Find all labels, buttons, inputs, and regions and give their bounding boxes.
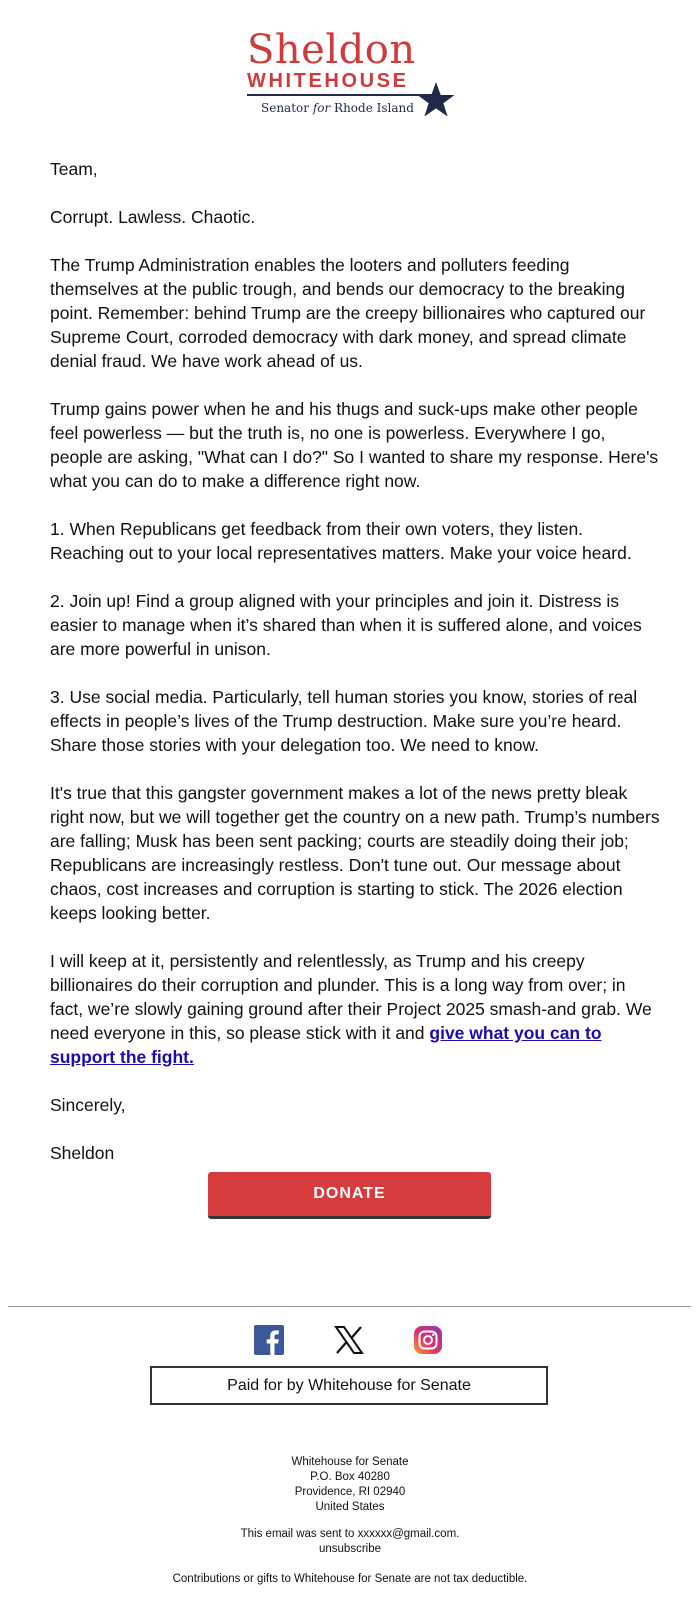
paragraph: Trump gains power when he and his thugs and suck-ups make other people feel powerless — but the truth is, no one is powerless. Everywhere I go, people are asking, "What can I do?" So I wanted to share my response. Here's what you can do to make a difference right now. [50, 399, 659, 491]
instagram-icon[interactable] [412, 1324, 444, 1356]
unsubscribe-link[interactable]: unsubscribe [318, 1543, 381, 1555]
address-line: Whitehouse for Senate [291, 1456, 409, 1468]
tagline: Corrupt. Lawless. Chaotic. [50, 207, 256, 227]
x-icon[interactable] [333, 1324, 365, 1356]
logo-surname: WHITEHOUSE [247, 70, 409, 92]
logo-tagline: Senator for Rhode Island [261, 101, 414, 115]
campaign-logo [0, 28, 700, 120]
donate-link[interactable]: give what you can to support the fight. [50, 1023, 602, 1067]
sent-to-text: This email was sent to xxxxxx@gmail.com. [240, 1528, 460, 1540]
mailing-address [0, 1455, 700, 1515]
footer-divider [8, 1306, 691, 1307]
paragraph: It's true that this gangster government makes a lot of the news pretty bleak right now, but we will together get the country on a new path. Trump’s numbers are falling; Musk has been sent packing; courts are steadily doing their job; Republicans are increasingly restless. Don't tune out. Our message about chaos, cost increases and corruption is starting to stick. The 2026 election keeps looking better. [50, 783, 660, 923]
donate-button[interactable]: DONATE [208, 1172, 491, 1219]
address-line: P.O. Box 40280 [310, 1471, 390, 1483]
facebook-icon[interactable] [253, 1324, 285, 1356]
logo-name: Sheldon [247, 27, 416, 73]
closing-paragraph [50, 949, 660, 1069]
tax-disclaimer: Contributions or gifts to Whitehouse for Senate are not tax deductible. [172, 1573, 528, 1585]
greeting: Team, [50, 159, 98, 179]
paragraph: 1. When Republicans get feedback from their own voters, they listen. Reaching out to your local representatives matters. Make your voice heard. [50, 519, 632, 563]
closing-text: I will keep at it, persistently and relentlessly, as Trump and his creepy billionaires do their corruption and plunder. This is a long way from over; in fact, we’re slowly gaining ground after their Project 2025 smash-and grab. We need everyone in this, so please stick with it and [50, 951, 652, 1043]
paid-for-disclaimer: Paid for by Whitehouse for Senate [150, 1366, 548, 1405]
address-line: Providence, RI 02940 [294, 1486, 406, 1498]
star-icon [416, 80, 456, 120]
signoff: Sincerely, [50, 1095, 126, 1115]
email-notice [0, 1527, 700, 1557]
letter-body [50, 157, 660, 1165]
logo-underline [247, 94, 434, 96]
signature: Sheldon [50, 1143, 115, 1163]
paragraph: 2. Join up! Find a group aligned with your principles and join it. Distress is easier to manage when it’s shared than when it is suffered alone, and voices are more powerful in unison. [50, 591, 642, 659]
paragraph: The Trump Administration enables the looters and polluters feeding themselves at the public trough, and bends our democracy to the breaking point. Remember: behind Trump are the creepy billionaires who captured our Supreme Court, corroded democracy with dark money, and spread climate denial fraud. We have work ahead of us. [50, 255, 646, 371]
paragraph: 3. Use social media. Particularly, tell human stories you know, stories of real effects in people’s lives of the Trump destruction. Make sure you’re heard. Share those stories with your delegation too. We need to know. [50, 687, 638, 755]
address-line: United States [315, 1501, 385, 1513]
